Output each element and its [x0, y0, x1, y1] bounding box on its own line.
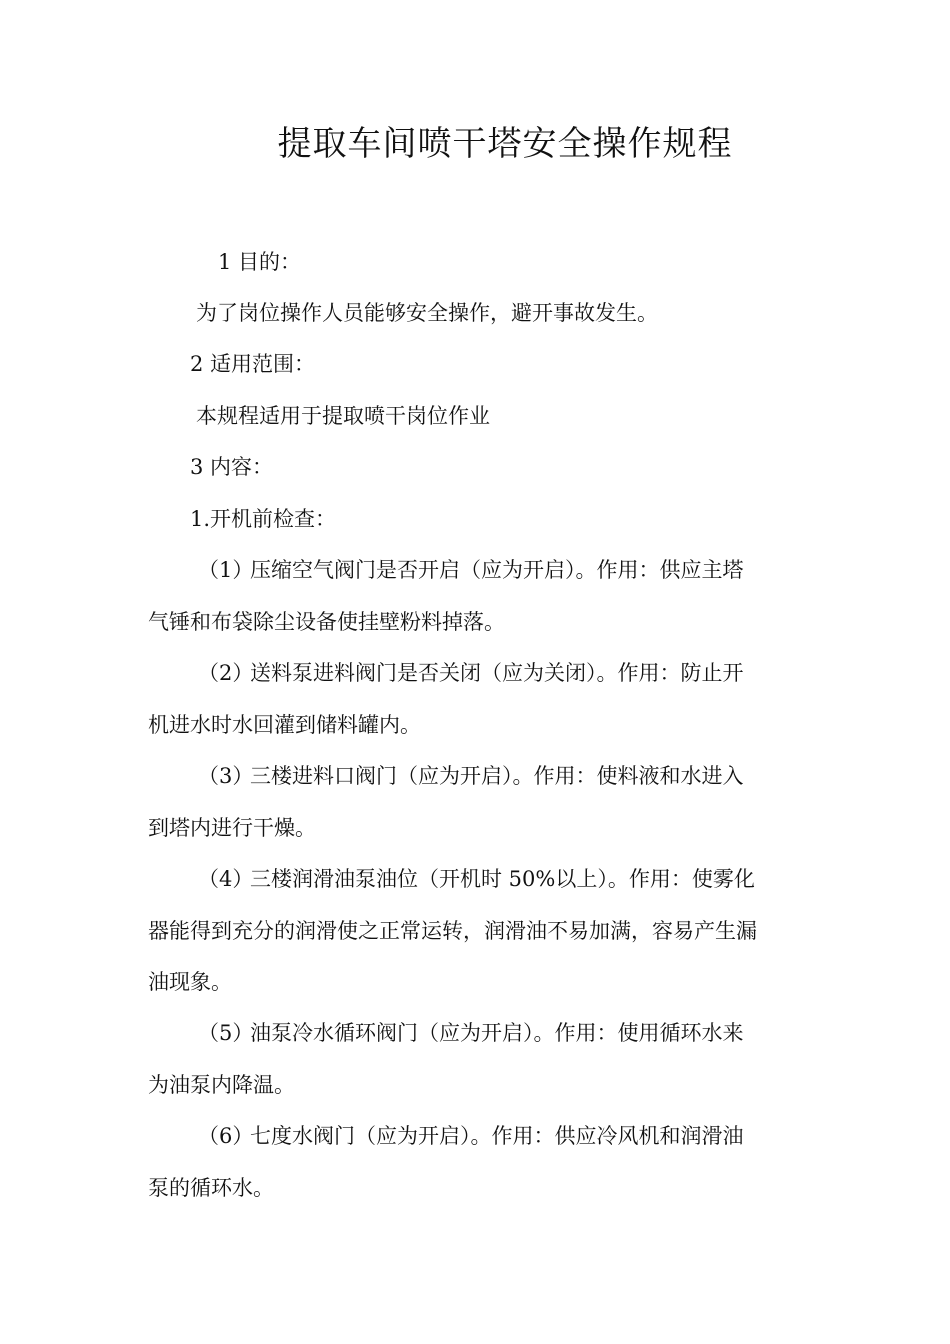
item-text: 七度水阀门（应为开启）。作用：供应冷风机和润滑油 — [250, 1124, 744, 1148]
item-text: 三楼进料口阀门（应为开启）。作用：使料液和水进入 — [250, 764, 744, 788]
scope-heading: 2 适用范围： — [190, 352, 316, 376]
item-text-continued: 到塔内进行干燥。 — [148, 816, 316, 840]
item-text-continued: 气锤和布袋除尘设备使挂壁粉料掉落。 — [148, 610, 505, 634]
list-item — [198, 1018, 744, 1048]
item-text: 压缩空气阀门是否开启（应为开启）。作用：供应主塔 — [250, 558, 744, 582]
purpose-heading: 1 目的： — [218, 250, 302, 274]
precheck-heading: 1.开机前检查： — [190, 507, 337, 531]
item-number: （1） — [198, 558, 254, 582]
list-item — [198, 555, 744, 585]
item-number: （4） — [198, 867, 254, 891]
list-item — [198, 761, 744, 791]
item-text-continued: 油现象。 — [148, 970, 232, 994]
list-item — [198, 1121, 744, 1151]
purpose-text: 为了岗位操作人员能够安全操作，避开事故发生。 — [196, 301, 658, 325]
list-item — [198, 864, 755, 894]
item-text: 三楼润滑油泵油位（开机时 50%以上）。作用：使雾化 — [250, 867, 755, 891]
item-text-continued: 器能得到充分的润滑使之正常运转，润滑油不易加满，容易产生漏 — [148, 919, 757, 943]
item-number: （2） — [198, 661, 254, 685]
item-text: 油泵冷水循环阀门（应为开启）。作用：使用循环水来 — [250, 1021, 744, 1045]
list-item — [198, 658, 744, 688]
scope-text: 本规程适用于提取喷干岗位作业 — [196, 404, 490, 428]
item-text-continued: 机进水时水回灌到储料罐内。 — [148, 713, 421, 737]
item-number: （3） — [198, 764, 254, 788]
item-text-continued: 为油泵内降温。 — [148, 1073, 295, 1097]
item-text: 送料泵进料阀门是否关闭（应为关闭）。作用：防止开 — [250, 661, 744, 685]
item-number: （5） — [198, 1021, 254, 1045]
item-text-continued: 泵的循环水。 — [148, 1176, 274, 1200]
document-title: 提取车间喷干塔安全操作规程 — [277, 124, 733, 164]
content-heading: 3 内容： — [190, 455, 274, 479]
item-number: （6） — [198, 1124, 254, 1148]
